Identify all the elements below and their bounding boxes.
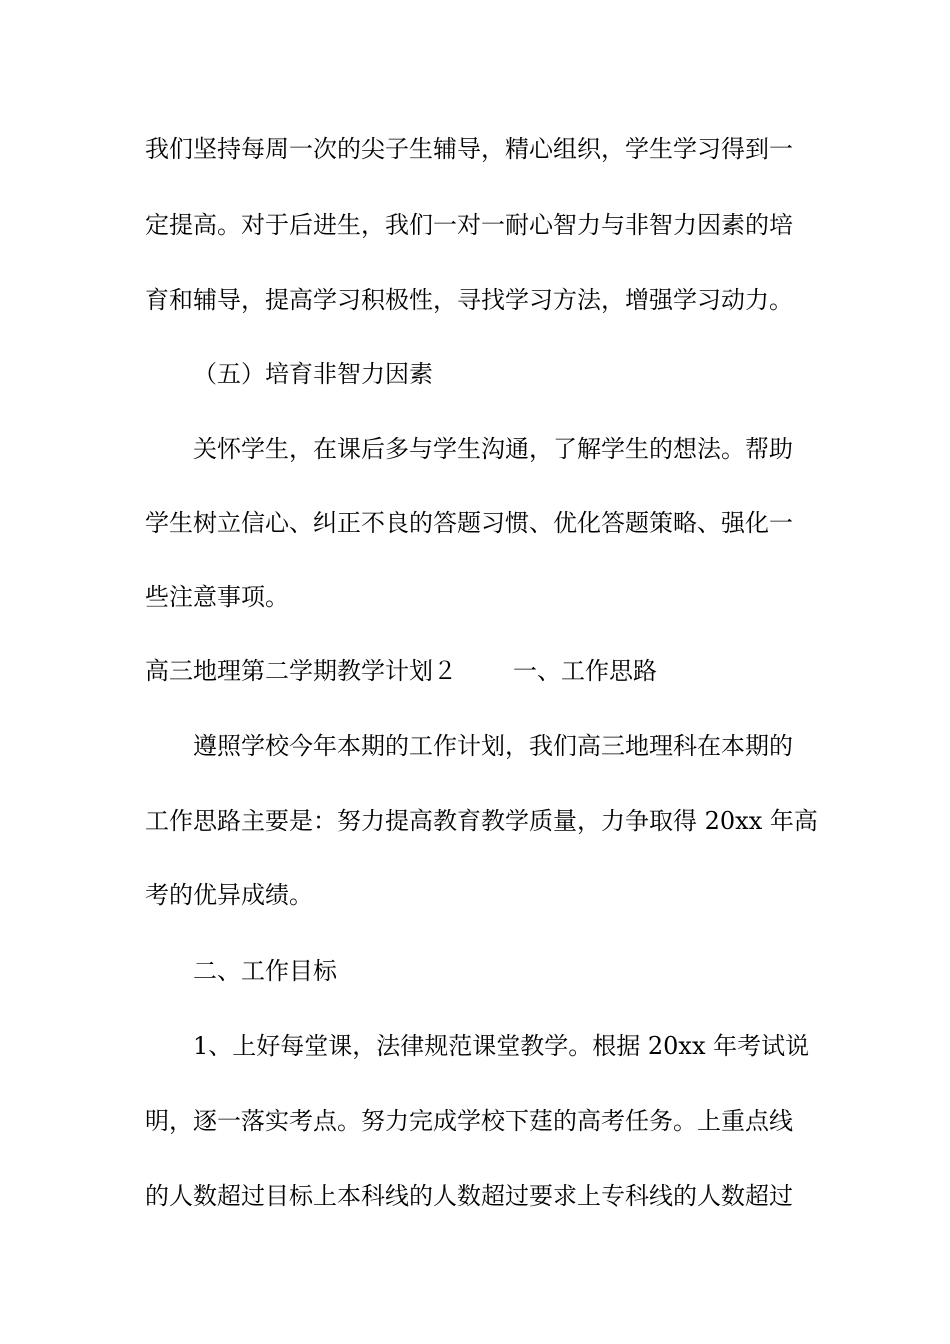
paragraph-line: 遵照学校今年本期的工作计划，我们高三地理科在本期的 <box>193 732 793 760</box>
paragraph-line: 我们坚持每周一次的尖子生辅导，精心组织，学生学习得到一 <box>145 135 793 163</box>
document-title-line <box>145 656 657 686</box>
paragraph-line: 关怀学生，在课后多与学生沟通，了解学生的想法。帮助 <box>193 435 793 463</box>
paragraph-line: 学生树立信心、纠正不良的答题习惯、优化答题策略、强化一 <box>145 509 793 537</box>
section-heading: （五）培育非智力因素 <box>193 360 433 388</box>
document-title: 高三地理第二学期教学计划２ <box>145 657 457 685</box>
paragraph-line: 工作思路主要是：努力提高教育教学质量，力争取得 20xx 年高 <box>145 807 818 835</box>
paragraph-line: 些注意事项。 <box>145 583 289 611</box>
paragraph-line: 定提高。对于后进生，我们一对一耐心智力与非智力因素的培 <box>145 211 793 239</box>
paragraph-line: 考的优异成绩。 <box>145 881 313 909</box>
section-heading: 二、工作目标 <box>193 957 337 985</box>
paragraph-line: 1、上好每堂课，法律规范课堂教学。根据 20xx 年考试说 <box>193 1032 810 1060</box>
paragraph-line: 的人数超过目标上本科线的人数超过要求上专科线的人数超过 <box>145 1182 793 1210</box>
section-heading: 一、工作思路 <box>513 657 657 685</box>
paragraph-line: 育和辅导，提高学习积极性，寻找学习方法，增强学习动力。 <box>145 286 793 314</box>
paragraph-line: 明，逐一落实考点。努力完成学校下莛的高考任务。上重点线 <box>145 1107 793 1135</box>
